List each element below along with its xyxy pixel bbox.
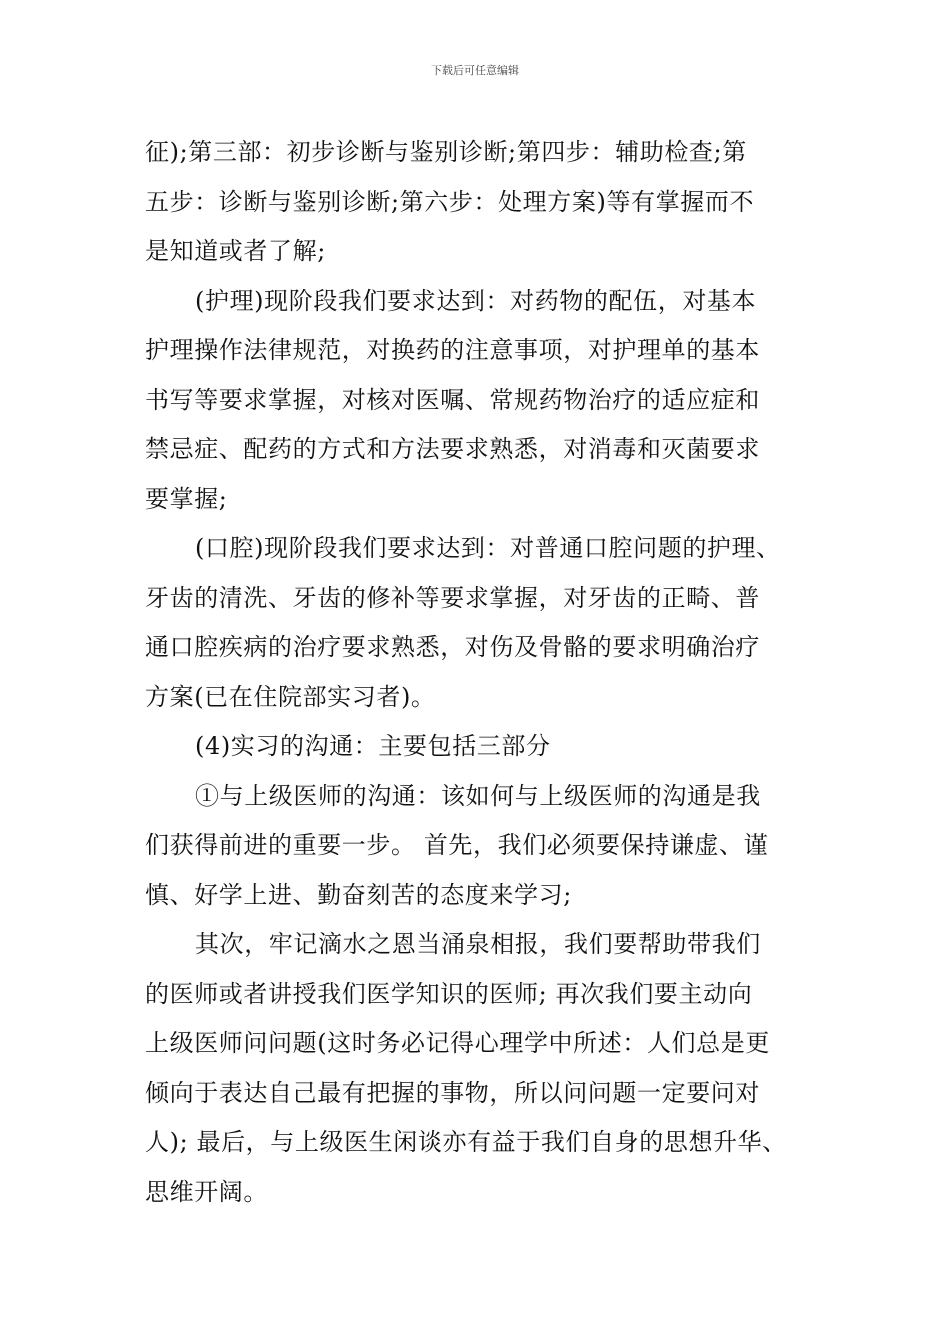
text-line: 慎、好学上进、勤奋刻苦的态度来学习; — [145, 880, 572, 909]
text-line: 思维开阔。 — [145, 1177, 268, 1206]
text-line: (护理)现阶段我们要求达到：对药物的配伍，对基本 — [195, 286, 757, 315]
paragraph-nursing — [145, 277, 815, 525]
paragraph-superior-communication — [145, 772, 815, 921]
text-line: 通口腔疾病的治疗要求熟悉，对伤及骨骼的要求明确治疗 — [145, 633, 760, 661]
text-line: 护理操作法律规范，对换药的注意事项，对护理单的基本 — [145, 336, 760, 364]
paragraph-gratitude — [145, 920, 815, 1217]
text-line: 方案(已在住院部实习者)。 — [145, 682, 436, 711]
text-line: 人); 最后，与上级医生闲谈亦有益于我们自身的思想升华、 — [145, 1128, 787, 1156]
text-line: 要掌握; — [145, 484, 228, 513]
text-line: 是知道或者了解; — [145, 237, 326, 265]
text-line: 们获得前进的重要一步。 首先，我们必须要保持谦虚、谨 — [145, 831, 769, 859]
text-line: 征);第三部：初步诊断与鉴别诊断;第四步：辅助检查;第 — [145, 138, 747, 166]
page-header: 下载后可任意编辑 — [431, 64, 519, 77]
paragraph-communication-heading — [145, 722, 815, 772]
text-line: 倾向于表达自己最有把握的事物，所以问问题一定要问对 — [145, 1078, 760, 1107]
text-line: 其次，牢记滴水之恩当涌泉相报，我们要帮助带我们 — [195, 930, 761, 958]
text-line: (口腔)现阶段我们要求达到：对普通口腔问题的护理、 — [195, 534, 781, 562]
text-line: 牙齿的清洗、牙齿的修补等要求掌握，对牙齿的正畸、普 — [145, 583, 760, 612]
text-line: 禁忌症、配药的方式和方法要求熟悉，对消毒和灭菌要求 — [145, 435, 760, 463]
text-line: 上级医师问问题(这时务必记得心理学中所述：人们总是更 — [145, 1029, 770, 1057]
text-line: (4)实习的沟通：主要包括三部分 — [195, 732, 551, 760]
paragraph-diagnosis-steps — [145, 128, 815, 277]
text-line: 五步：诊断与鉴别诊断;第六步：处理方案)等有掌握而不 — [145, 187, 755, 216]
paragraph-dental — [145, 524, 815, 722]
text-line: 书写等要求掌握，对核对医嘱、常规药物治疗的适应症和 — [145, 385, 760, 414]
text-line: 的医师或者讲授我们医学知识的医师; 再次我们要主动向 — [145, 979, 753, 1008]
document-body — [145, 128, 815, 1217]
text-line: ①与上级医师的沟通：该如何与上级医师的沟通是我 — [195, 781, 761, 810]
